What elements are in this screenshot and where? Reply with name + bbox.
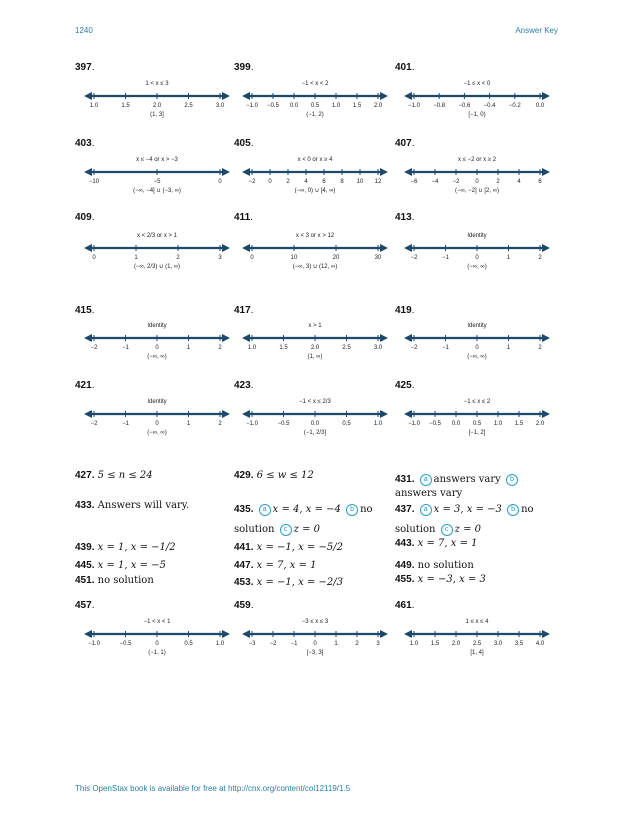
tick-label: 4 <box>304 179 308 185</box>
number-line-svg <box>240 318 390 378</box>
tick-label: 1 <box>186 345 191 351</box>
problem-number: 401 . <box>395 62 414 73</box>
tick-label: −0.5 <box>267 103 279 109</box>
tick-label: −3 <box>248 641 256 647</box>
number-line-figure <box>402 228 552 288</box>
number-line-figure <box>402 394 552 454</box>
left-arrow <box>404 168 412 176</box>
tick-label: 3 <box>218 255 222 261</box>
part-b-marker: b <box>346 504 358 516</box>
left-arrow <box>242 630 250 638</box>
answer-455: 455. x = −3, x = 3 <box>395 574 486 585</box>
tick-label: 2.0 <box>152 103 162 109</box>
problem-number: 417 . <box>234 305 253 316</box>
answer-427: 427. 5 ≤ n ≤ 24 <box>75 470 153 481</box>
number-line-svg <box>402 318 552 378</box>
answer-451: 451. no solution <box>75 575 154 586</box>
number-line-figure <box>82 152 232 212</box>
right-arrow <box>222 334 230 342</box>
answer-441: 441. x = −1, x = −5/2 <box>234 542 343 553</box>
right-arrow <box>542 630 550 638</box>
inequality-label: x < 3 or x > 12 <box>295 233 335 239</box>
right-arrow <box>542 168 550 176</box>
inequality-label: Identity <box>147 323 167 329</box>
right-arrow <box>380 168 388 176</box>
tick-label: −1 <box>442 345 449 351</box>
problem-number: 399 . <box>234 62 253 73</box>
tick-label: 1 <box>186 421 191 427</box>
tick-label: 2.5 <box>184 103 193 109</box>
number-line-figure <box>82 614 232 674</box>
tick-label: 2 <box>538 345 542 351</box>
inequality-label: x < 0 or x ≥ 4 <box>297 157 333 163</box>
interval-notation: (−1, 2/3] <box>303 430 327 436</box>
inequality-label: −3 ≤ x ≤ 3 <box>301 619 329 625</box>
tick-label: 2.0 <box>451 641 461 647</box>
right-arrow <box>222 244 230 252</box>
tick-label: −0.4 <box>483 103 496 109</box>
number-line-figure <box>240 228 390 288</box>
tick-label: 20 <box>332 255 340 261</box>
interval-notation: (−∞, ∞) <box>467 264 487 270</box>
right-arrow <box>380 244 388 252</box>
tick-label: 12 <box>374 179 382 185</box>
interval-notation: (1, ∞) <box>307 354 323 360</box>
tick-label: 0 <box>475 255 479 261</box>
tick-label: 2 <box>496 179 500 185</box>
tick-label: 0 <box>218 179 222 185</box>
tick-label: 1.0 <box>331 103 341 109</box>
interval-notation: (−∞, −2] ∪ [2, ∞) <box>455 188 499 194</box>
inequality-label: Identity <box>147 399 167 405</box>
tick-label: −0.5 <box>119 641 132 647</box>
interval-notation: (−∞, 2/3) ∪ (1, ∞) <box>133 264 181 270</box>
tick-label: 1.0 <box>493 421 503 427</box>
number-line-figure <box>82 228 232 288</box>
answer-453: 453. x = −1, x = −2/3 <box>234 577 343 588</box>
part-c-marker: c <box>441 524 453 536</box>
left-arrow <box>242 334 250 342</box>
tick-label: 3.0 <box>373 345 383 351</box>
tick-label: −6 <box>410 179 418 185</box>
number-line-svg <box>240 228 390 288</box>
tick-label: 0 <box>250 255 254 261</box>
tick-label: 0 <box>155 641 159 647</box>
tick-label: 1.0 <box>373 421 383 427</box>
tick-label: 2 <box>176 255 180 261</box>
tick-label: 0.5 <box>310 103 320 109</box>
tick-label: −1 <box>122 345 129 351</box>
number-line-svg <box>82 394 232 454</box>
tick-label: 1.5 <box>430 641 440 647</box>
left-arrow <box>404 630 412 638</box>
tick-label: 1 <box>134 255 138 261</box>
problem-number: 403 . <box>75 138 94 149</box>
tick-label: 0 <box>313 641 317 647</box>
right-arrow <box>380 92 388 100</box>
tick-label: 0.5 <box>472 421 482 427</box>
tick-label: −1.0 <box>408 103 420 109</box>
answer-447: 447. x = 7, x = 1 <box>234 560 317 571</box>
left-arrow <box>84 92 92 100</box>
problem-number: 409 . <box>75 212 94 223</box>
left-arrow <box>404 92 412 100</box>
number-line-svg <box>402 614 552 674</box>
problem-number: 397 . <box>75 62 94 73</box>
left-arrow <box>242 244 250 252</box>
interval-notation: (−∞, ∞) <box>467 354 487 360</box>
tick-label: 2.0 <box>535 421 545 427</box>
tick-label: 1 <box>506 345 511 351</box>
number-line-svg <box>82 318 232 378</box>
tick-label: 0.0 <box>535 103 545 109</box>
tick-label: 3.5 <box>514 641 524 647</box>
number-line-figure <box>402 318 552 378</box>
tick-label: −2 <box>452 179 460 185</box>
right-arrow <box>380 630 388 638</box>
problem-number: 405 . <box>234 138 253 149</box>
inequality-label: 1 ≤ x ≤ 4 <box>465 619 489 625</box>
interval-notation: (−1, 2) <box>306 112 324 118</box>
right-arrow <box>222 92 230 100</box>
left-arrow <box>84 630 92 638</box>
tick-label: 0 <box>92 255 96 261</box>
number-line-figure <box>240 318 390 378</box>
tick-label: −2 <box>90 421 98 427</box>
tick-label: 30 <box>374 255 382 261</box>
inequality-label: −1 < x < 2 <box>301 81 329 87</box>
inequality-label: −1 < x ≤ 2/3 <box>299 399 331 405</box>
tick-label: −2 <box>410 345 418 351</box>
tick-label: 0.0 <box>289 103 299 109</box>
number-line-svg <box>402 152 552 212</box>
tick-label: −1 <box>442 255 449 261</box>
number-line-svg <box>402 76 552 136</box>
interval-notation: (−1, 1) <box>148 650 166 656</box>
problem-number: 421 . <box>75 380 94 391</box>
answer-435: 435. a x = 4, x = −4 b no solution c z = 0 <box>234 504 373 535</box>
tick-label: 2 <box>218 421 222 427</box>
left-arrow <box>404 410 412 418</box>
tick-label: 0 <box>475 345 479 351</box>
left-arrow <box>242 410 250 418</box>
tick-label: 2.0 <box>310 345 320 351</box>
tick-label: −0.5 <box>429 421 441 427</box>
tick-label: −5 <box>153 179 161 185</box>
tick-label: 1.5 <box>352 103 362 109</box>
tick-label: 0.5 <box>342 421 351 427</box>
tick-label: 0.5 <box>184 641 193 647</box>
right-arrow <box>542 410 550 418</box>
number-line-svg <box>240 614 390 674</box>
part-a-marker: a <box>420 474 432 486</box>
tick-label: 2 <box>355 641 359 647</box>
tick-label: −1.0 <box>246 103 258 109</box>
tick-label: 3 <box>376 641 380 647</box>
tick-label: 2 <box>218 345 222 351</box>
interval-notation: [1, 4] <box>470 650 484 656</box>
interval-notation: (−∞, 3) ∪ (12, ∞) <box>292 264 338 270</box>
tick-label: 1 <box>506 255 511 261</box>
tick-label: −0.6 <box>458 103 471 109</box>
tick-label: 2.0 <box>373 103 383 109</box>
number-line-figure <box>82 394 232 454</box>
tick-label: −0.8 <box>433 103 446 109</box>
answer-431: 431. a answers vary banswers vary <box>395 473 555 501</box>
tick-label: −2 <box>410 255 418 261</box>
part-b-marker: b <box>506 474 518 486</box>
number-line-svg <box>82 152 232 212</box>
tick-label: 1.5 <box>514 421 524 427</box>
tick-label: 0 <box>475 179 479 185</box>
interval-notation: (1, 3] <box>150 112 164 118</box>
left-arrow <box>84 244 92 252</box>
interval-notation: [−1, 0) <box>468 112 486 118</box>
tick-label: 2 <box>286 179 290 185</box>
problem-number: 459 . <box>234 600 253 611</box>
tick-label: −2 <box>90 345 98 351</box>
inequality-label: −1 ≤ x < 0 <box>463 81 491 87</box>
answer-443: 443. x = 7, x = 1 <box>395 538 478 549</box>
tick-label: 0 <box>268 179 272 185</box>
tick-label: 10 <box>356 179 364 185</box>
number-line-figure <box>402 152 552 212</box>
tick-label: 10 <box>290 255 298 261</box>
left-arrow <box>242 92 250 100</box>
right-arrow <box>222 168 230 176</box>
tick-label: 1.0 <box>215 641 225 647</box>
number-line-svg <box>82 228 232 288</box>
tick-label: −2 <box>269 641 277 647</box>
tick-label: 1 <box>334 641 338 647</box>
inequality-label: −1 ≤ x ≤ 2 <box>463 399 491 405</box>
problem-number: 407 . <box>395 138 414 149</box>
tick-label: 6 <box>322 179 326 185</box>
section-title: Answer Key <box>515 26 558 35</box>
answer-429: 429. 6 ≤ w ≤ 12 <box>234 470 314 481</box>
interval-notation: [−3, 3] <box>306 650 324 656</box>
number-line-figure <box>82 76 232 136</box>
number-line-figure <box>240 394 390 454</box>
page-number: 1240 <box>75 26 93 35</box>
problem-number: 415 . <box>75 305 94 316</box>
interval-notation: (−∞, ∞) <box>147 430 167 436</box>
inequality-label: 1 < x ≤ 3 <box>145 81 169 87</box>
tick-label: 0.0 <box>310 421 320 427</box>
tick-label: 1.0 <box>247 345 257 351</box>
answer-433: 433. Answers will vary. <box>75 500 190 511</box>
tick-label: 0 <box>155 345 159 351</box>
inequality-label: Identity <box>467 233 487 239</box>
tick-label: −1 <box>290 641 298 647</box>
problem-number: 419 . <box>395 305 414 316</box>
inequality-label: x ≤ −4 or x > −3 <box>136 157 178 163</box>
part-b-marker: b <box>507 504 519 516</box>
tick-label: −1.0 <box>408 421 420 427</box>
number-line-figure <box>402 76 552 136</box>
answer-445: 445. x = 1, x = −5 <box>75 560 166 571</box>
tick-label: 3.0 <box>493 641 503 647</box>
tick-label: −4 <box>431 179 439 185</box>
tick-label: −1.0 <box>246 421 258 427</box>
problem-number: 411 . <box>234 212 253 223</box>
left-arrow <box>242 168 250 176</box>
tick-label: 2.5 <box>342 345 351 351</box>
left-arrow <box>84 410 92 418</box>
tick-label: 2.5 <box>472 641 482 647</box>
problem-number: 413 . <box>395 212 414 223</box>
tick-label: 0 <box>155 421 159 427</box>
inequality-label: x > 1 <box>308 323 322 329</box>
part-a-marker: a <box>259 504 271 516</box>
inequality-label: x ≤ −2 or x ≥ 2 <box>457 157 497 163</box>
left-arrow <box>404 244 412 252</box>
right-arrow <box>542 244 550 252</box>
tick-label: −1 <box>122 421 129 427</box>
tick-label: 1.5 <box>279 345 288 351</box>
answer-439: 439. x = 1, x = −1/2 <box>75 542 176 553</box>
right-arrow <box>222 410 230 418</box>
number-line-figure <box>402 614 552 674</box>
number-line-svg <box>82 76 232 136</box>
tick-label: −0.2 <box>508 103 521 109</box>
problem-number: 423 . <box>234 380 253 391</box>
tick-label: −0.5 <box>277 421 290 427</box>
left-arrow <box>84 168 92 176</box>
interval-notation: [−1, 2] <box>468 430 486 436</box>
tick-label: 1.5 <box>121 103 130 109</box>
tick-label: 6 <box>538 179 542 185</box>
answer-449: 449. no solution <box>395 560 474 571</box>
tick-label: 4 <box>517 179 521 185</box>
part-c-marker: c <box>280 524 292 536</box>
footer-text: This OpenStax book is available for free at http://cnx.org/content/col12119/1.5 <box>75 784 351 793</box>
right-arrow <box>380 410 388 418</box>
right-arrow <box>222 630 230 638</box>
left-arrow <box>84 334 92 342</box>
number-line-svg <box>240 152 390 212</box>
right-arrow <box>542 334 550 342</box>
tick-label: −1.0 <box>88 641 100 647</box>
number-line-svg <box>240 76 390 136</box>
problem-number: 457 . <box>75 600 94 611</box>
answer-437: 437. a x = 3, x = −3 b no solution c z = 0 <box>395 504 534 535</box>
tick-label: 0.0 <box>451 421 461 427</box>
number-line-figure <box>240 76 390 136</box>
tick-label: 8 <box>340 179 344 185</box>
interval-notation: (−∞, −4] ∪ (−3, ∞) <box>133 188 181 194</box>
right-arrow <box>380 334 388 342</box>
tick-label: −2 <box>248 179 256 185</box>
left-arrow <box>404 334 412 342</box>
tick-label: 1.0 <box>409 641 419 647</box>
tick-label: 4.0 <box>535 641 545 647</box>
number-line-figure <box>240 614 390 674</box>
part-a-marker: a <box>420 504 432 516</box>
inequality-label: Identity <box>467 323 487 329</box>
interval-notation: (−∞, ∞) <box>147 354 167 360</box>
tick-label: 2 <box>538 255 542 261</box>
number-line-svg <box>240 394 390 454</box>
tick-label: 3.0 <box>215 103 225 109</box>
number-line-svg <box>402 394 552 454</box>
right-arrow <box>542 92 550 100</box>
number-line-figure <box>82 318 232 378</box>
tick-label: −10 <box>88 179 100 185</box>
number-line-svg <box>82 614 232 674</box>
problem-number: 425 . <box>395 380 414 391</box>
inequality-label: x < 2/3 or x > 1 <box>136 233 178 239</box>
problem-number: 461 . <box>395 600 414 611</box>
number-line-figure <box>240 152 390 212</box>
interval-notation: (−∞, 0) ∪ [4, ∞) <box>294 188 336 194</box>
number-line-svg <box>402 228 552 288</box>
tick-label: 1.0 <box>89 103 99 109</box>
inequality-label: −1 < x < 1 <box>143 619 171 625</box>
